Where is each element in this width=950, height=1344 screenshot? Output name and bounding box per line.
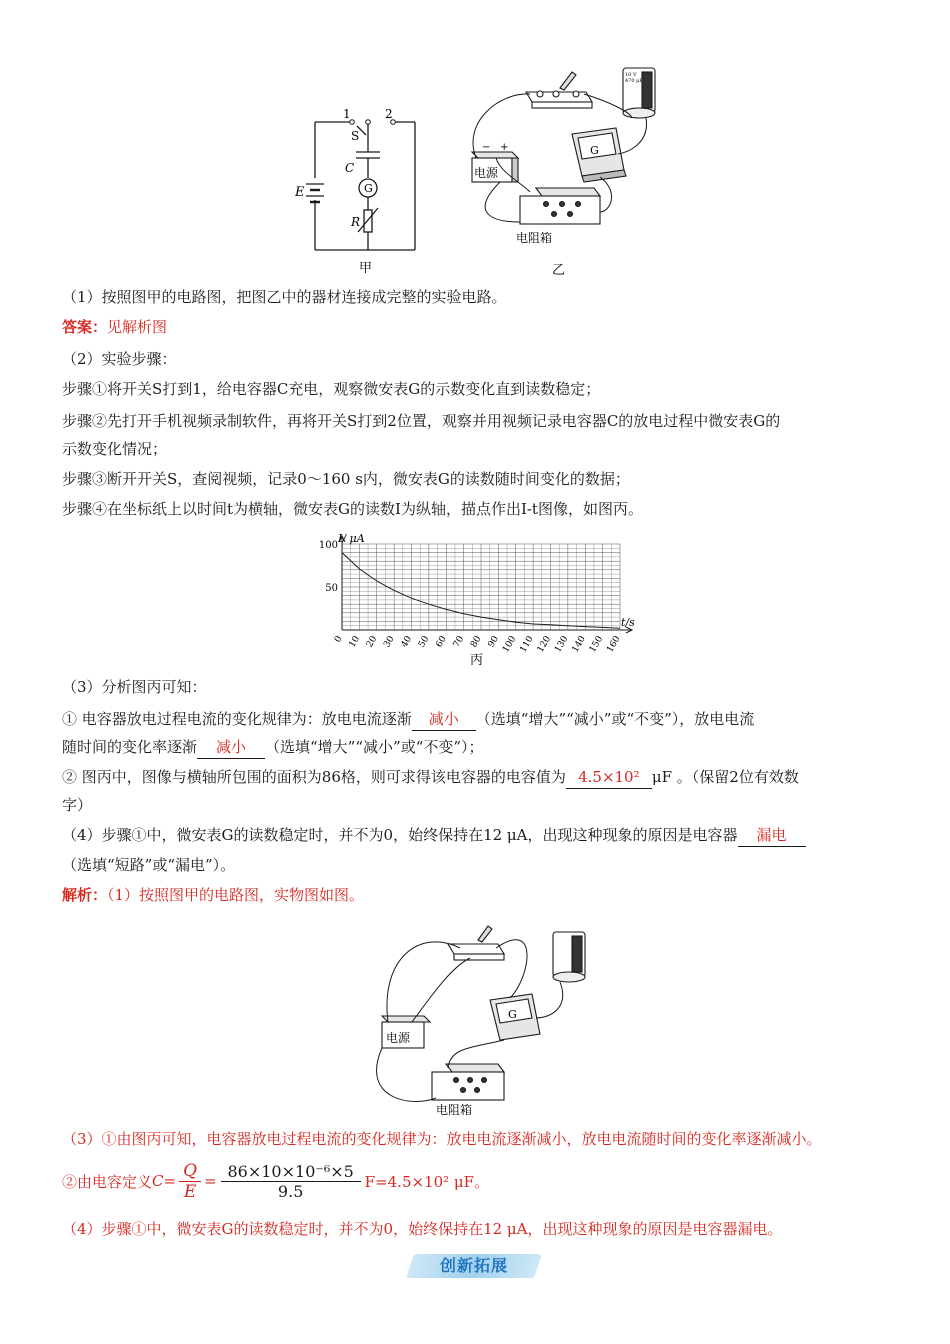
chart-xlabel: t/s — [621, 616, 635, 629]
x-tick-label: 160 — [605, 634, 623, 655]
answer-apparatus-figure — [370, 918, 610, 1118]
q4-line1: （4）步骤①中，微安表G的读数稳定时，并不为0，始终保持在12 μA，出现这种现象的原因是电容器 漏电 — [62, 824, 806, 847]
label-c: C — [345, 161, 355, 175]
y-tick-label: 100 — [318, 540, 338, 551]
fraction-q-e: $\frac{Q}{E}$ — [179, 1161, 201, 1202]
q2-title: （2）实验步骤： — [62, 350, 177, 368]
x-tick-label: 140 — [570, 634, 588, 655]
x-tick-label: 130 — [553, 634, 571, 655]
caption-bing: 丙 — [470, 653, 484, 668]
answer-box-label: 电阻箱 — [436, 1103, 473, 1117]
x-tick-label: 80 — [469, 634, 484, 650]
answer-label: 答案： — [62, 318, 108, 336]
x-tick-label: 60 — [434, 634, 449, 650]
label-1: 1 — [343, 107, 351, 121]
q3-line4: 字） — [62, 796, 93, 814]
answer-meter-label: G — [508, 1008, 517, 1021]
cap-text-1: 10 V — [625, 72, 637, 78]
q2-step2a: 步骤②先打开手机视频录制软件，再将开关S打到2位置，观察并用视频记录电容器C的放电过程中微安表G的 — [62, 412, 781, 430]
it-chart — [300, 528, 650, 668]
analysis-p2-formula: ②由电容定义 C = $\frac{Q}{E}$ = $\frac{\text{86×10×10⁻⁶×5}}{9.5}$ F=4.5×10² μF。 — [62, 1160, 490, 1202]
q2-step3: 步骤③断开开关S，查阅视频，记录0～160 s内，微安表G的读数随时间变化的数据； — [62, 470, 630, 488]
x-tick-label: 70 — [451, 634, 467, 650]
x-tick-label: 20 — [364, 634, 380, 650]
blank-1: 减小 — [412, 708, 476, 731]
x-tick-label: 30 — [382, 634, 397, 650]
label-g: G — [364, 182, 373, 195]
chart-tick-labels — [319, 540, 623, 654]
q1-text: （1）按照图甲的电路图，把图乙中的器材连接成完整的实验电路。 — [62, 288, 507, 306]
blank-2: 减小 — [197, 736, 265, 759]
x-tick-label: 90 — [486, 634, 501, 650]
x-tick-label: 100 — [501, 634, 519, 655]
q3-title: （3）分析图丙可知： — [62, 678, 207, 696]
analysis-p1: 解析：（1）按照图甲的电路图，实物图如图。 — [62, 886, 365, 904]
answer-text: 见解析图 — [107, 318, 168, 336]
caption-yi: 乙 — [552, 263, 566, 278]
x-tick-label: 50 — [417, 634, 432, 650]
analysis-p4: （4）步骤①中，微安表G的读数稳定时，并不为0，始终保持在12 μA，出现这种现象的原因是电容器漏电。 — [62, 1220, 783, 1238]
y-tick-label: 50 — [325, 583, 338, 594]
power-plus: + — [500, 142, 509, 153]
answer-power-label: 电源 — [386, 1031, 411, 1045]
label-e: E — [295, 185, 305, 200]
label-s: S — [351, 129, 360, 143]
analysis-p3: （3）①由图丙可知，电容器放电过程电流的变化规律为：放电电流逐渐减小，放电电流随时间的变化率逐渐减小。 — [62, 1130, 822, 1148]
blank-3: 4.5×10² — [566, 766, 652, 789]
meter-g-label: G — [590, 144, 599, 157]
box-label: 电阻箱 — [516, 231, 553, 245]
label-2: 2 — [385, 107, 393, 121]
apparatus-yi — [460, 62, 675, 282]
x-tick-label: 120 — [535, 634, 554, 655]
x-tick-label: 40 — [399, 634, 415, 650]
q2-step1: 步骤①将开关S打到1，给电容器C充电，观察微安表G的示数变化直到读数稳定； — [62, 380, 601, 398]
q2-step4: 步骤④在坐标纸上以时间t为横轴，微安表G的读数I为纵轴，描点作出I-t图像，如图丙。 — [62, 500, 643, 518]
x-tick-label: 10 — [347, 634, 362, 650]
power-label: 电源 — [474, 166, 499, 180]
q3-line3: ② 图丙中，图像与横轴所包围的面积为86格，则可求得该电容器的电容值为 4.5×10² μF 。（保留2位有效数 — [62, 766, 799, 789]
blank-4: 漏电 — [738, 824, 806, 847]
innovation-badge: 创新拓展 — [406, 1254, 542, 1278]
chart-ylabel: I/ μA — [338, 532, 365, 545]
cap-text-2: 470 μF — [625, 78, 643, 84]
q4-line2: （选填“短路”或“漏电”）。 — [62, 856, 236, 874]
q2-step2b: 示数变化情况； — [62, 440, 168, 458]
power-minus: − — [482, 142, 491, 153]
fraction-numeric: $\frac{\text{86×10×10⁻⁶×5}}{9.5}$ — [221, 1162, 361, 1201]
q3-line1: ① 电容器放电过程电流的变化规律为：放电电流逐渐 减小 （选填“增大”“减小”或“不变”），放电电流 — [62, 708, 754, 731]
caption-jia: 甲 — [359, 261, 373, 276]
q3-line2: 随时间的变化率逐渐 减小 （选填“增大”“减小”或“不变”）； — [62, 736, 484, 759]
x-tick-label: 110 — [518, 634, 536, 655]
circuit-diagram-jia — [290, 100, 420, 280]
x-tick-label: 0 — [333, 634, 345, 645]
x-tick-label: 150 — [587, 634, 606, 655]
label-r: R — [351, 215, 361, 229]
